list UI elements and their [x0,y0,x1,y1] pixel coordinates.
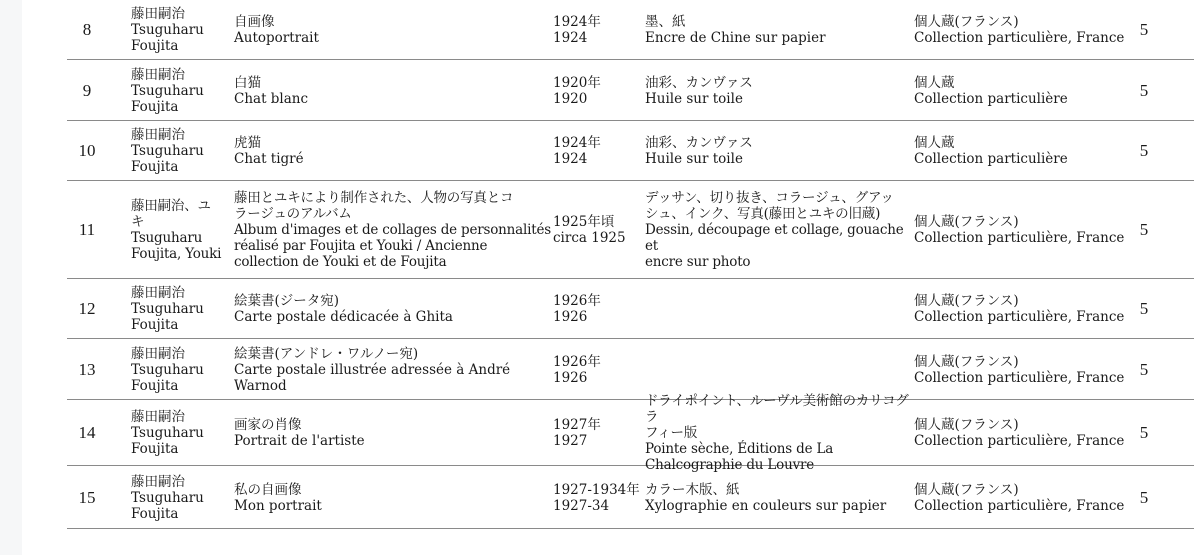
table-row [67,182,1194,279]
work-date: 1924年 1924 [553,13,601,46]
item-number: 9 [82,80,92,100]
work-title: 私の自画像 Mon portrait [234,481,322,514]
table-row [67,122,1194,181]
artist-name: 藤田嗣治 Tsuguharu Foujita [131,473,204,522]
work-owner: 個人蔵(フランス) Collection particulière, France [914,353,1125,386]
work-title: 虎猫 Chat tigré [234,135,304,167]
catalog-section: 5 [1139,80,1149,100]
item-number: 14 [78,423,96,442]
work-title: 画家の肖像 Portrait de l'artiste [234,417,365,449]
artist-name: 藤田嗣治 Tsuguharu Foujita [131,66,204,115]
work-title: 藤田とユキにより制作された、人物の写真とコ ラージュのアルバム Album d'images et de collages de personnalités réalisé par Foujita et Youki / Ancienne collection de Youki et de Foujita [234,190,551,270]
work-date: 1926年 1926 [553,353,601,386]
item-number: 12 [78,299,96,318]
table-row [67,393,1194,473]
work-date: 1920年 1920 [553,74,601,107]
table-row [67,61,1194,121]
work-date: 1926年 1926 [553,293,601,325]
catalog-section: 5 [1139,220,1149,239]
work-title: 自画像 Autoportrait [234,13,319,46]
work-date: 1927-1934年 1927-34 [553,481,640,514]
catalog-section: 5 [1139,141,1149,160]
catalog-section: 5 [1139,487,1149,507]
work-date: 1924年 1924 [553,135,601,167]
table-row [67,340,1194,400]
work-owner: 個人蔵 Collection particulière [914,74,1068,107]
work-title: 絵葉書(アンドレ・ワルノー宛) Carte postale illustrée adressée à André Warnod [234,345,511,394]
artist-name: 藤田嗣治 Tsuguharu Foujita [131,285,204,333]
work-technique: ドライポイント、ルーヴル美術館のカリコグラ フィー版 Pointe sèche, Éditions de La Chalcographie du Louvre [645,393,909,473]
work-owner: 個人蔵(フランス) Collection particulière, France [914,293,1125,325]
item-number: 13 [78,359,96,379]
work-technique: カラー木版、紙 Xylographie en couleurs sur papier [645,481,887,514]
work-technique: デッサン、切り抜き、コラージュ、グアッ シュ、インク、写真(藤田とユキの旧蔵) Dessin, découpage et collage, gouache et encre sur photo [645,190,904,270]
work-technique: 油彩、カンヴァス Huile sur toile [645,135,753,167]
artist-name: 藤田嗣治 Tsuguharu Foujita [131,127,204,175]
work-technique: 油彩、カンヴァス Huile sur toile [645,74,753,107]
artist-name: 藤田嗣治、ユ キ Tsuguharu Foujita, Youki [131,198,222,262]
work-owner: 個人蔵(フランス) Collection particulière, France [914,13,1125,46]
work-date: 1925年頃 circa 1925 [553,214,626,246]
table-row [67,0,1194,60]
work-technique: 墨、紙 Encre de Chine sur papier [645,13,826,46]
work-title: 絵葉書(ジータ宛) Carte postale dédicacée à Ghita [234,293,453,325]
artist-name: 藤田嗣治 Tsuguharu Foujita [131,5,204,54]
item-number: 8 [82,19,92,39]
work-owner: 個人蔵(フランス) Collection particulière, France [914,214,1125,246]
table-row [67,467,1194,529]
catalog-section: 5 [1139,19,1149,39]
table-row [67,280,1194,339]
catalog-section: 5 [1139,299,1149,318]
catalog-section: 5 [1139,423,1149,442]
work-owner: 個人蔵(フランス) Collection particulière, France [914,417,1125,449]
work-date: 1927年 1927 [553,417,601,449]
catalog-section: 5 [1139,359,1149,379]
artist-name: 藤田嗣治 Tsuguharu Foujita [131,345,204,394]
catalog-page [22,0,1200,555]
work-owner: 個人蔵 Collection particulière [914,135,1068,167]
item-number: 15 [78,487,96,507]
item-number: 10 [78,141,96,160]
work-owner: 個人蔵(フランス) Collection particulière, France [914,481,1125,514]
artist-name: 藤田嗣治 Tsuguharu Foujita [131,409,204,457]
item-number: 11 [78,220,96,239]
work-title: 白猫 Chat blanc [234,74,309,107]
